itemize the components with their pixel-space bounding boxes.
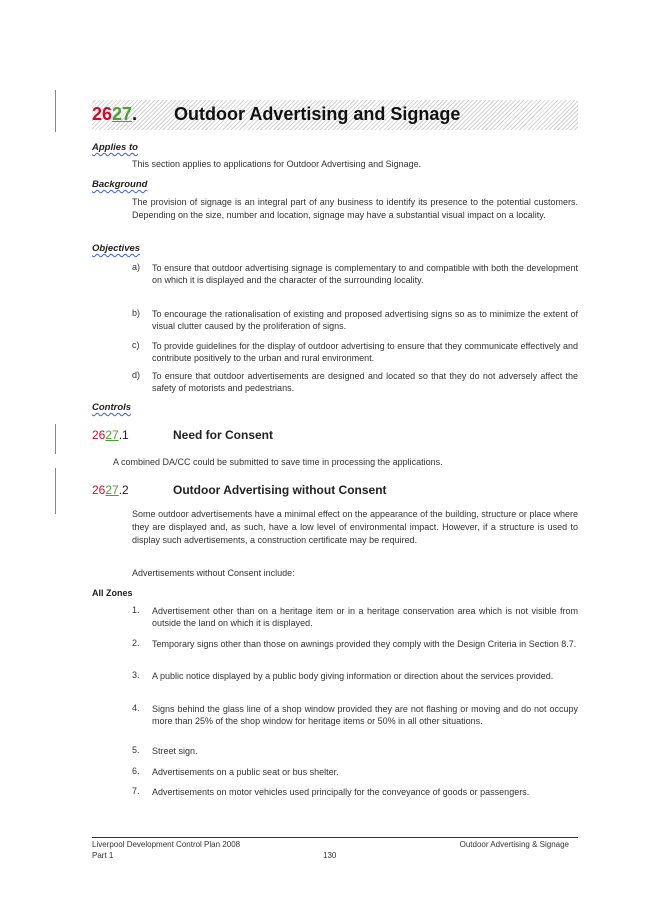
list-number: 1.	[132, 605, 140, 615]
footer-section-title: Outdoor Advertising & Signage	[459, 840, 569, 849]
section-title-text: Outdoor Advertising and Signage	[174, 104, 461, 124]
objective-label: b)	[132, 308, 141, 318]
list-number: 4.	[132, 703, 140, 713]
subsection-text: A combined DA/CC could be submitted to save time in processing the applications.	[113, 457, 443, 467]
background-text: The provision of signage is an integral part of any business to identify its presence to the potential customers. Depending on the size, number and location, signage may have a substantial visual impact on a locality.	[132, 197, 578, 220]
list-item: Advertisements on a public seat or bus shelter.	[152, 767, 339, 777]
subsection-number: 2627.1	[92, 428, 129, 442]
objective-item: To encourage the rationalisation of existing and proposed advertising signs so as to minimize the extent of visual clutter caused by the proliferation of signs.	[152, 309, 578, 332]
list-number: 2.	[132, 638, 140, 648]
objective-label: c)	[132, 340, 140, 350]
list-item: Temporary signs other than those on awnings provided they comply with the Design Criteria in Section 8.7.	[152, 639, 577, 649]
page-number: 130	[323, 851, 337, 860]
list-item: Street sign.	[152, 746, 198, 756]
subsection-number: 2627.2	[92, 483, 129, 497]
list-number: 5.	[132, 745, 140, 755]
list-item: Signs behind the glass line of a shop window provided they are not flashing or moving and do not occupy more than 25% of the shop window for heritage items or 50% in all other situations.	[152, 704, 578, 727]
list-item: Advertisement other than on a heritage item or in a heritage conservation area which is not visible from outside the land on which it is displayed.	[152, 606, 578, 629]
background-heading: Background	[92, 179, 148, 190]
footer-document-title: Liverpool Development Control Plan 2008	[92, 840, 241, 849]
subsection-intro: Advertisements without Consent include:	[132, 568, 295, 578]
objective-item: To ensure that outdoor advertising signage is complementary to and compatible with both the development on which it is displayed and the character of the surrounding locality.	[152, 263, 578, 286]
section-title	[92, 104, 460, 125]
list-item: A public notice displayed by a public body giving information or direction about the services provided.	[152, 671, 554, 681]
footer-part: Part 1	[92, 851, 114, 860]
section-number: 2627.	[92, 104, 138, 124]
objective-item: To provide guidelines for the display of outdoor advertising to ensure that they communicate effectively and contribute positively to the urban and rural environment.	[152, 341, 578, 364]
objectives-heading: Objectives	[92, 243, 141, 254]
list-number: 3.	[132, 670, 140, 680]
objective-item: To ensure that outdoor advertisements are designed and located so that they do not adversely affect the safety of motorists and pedestrians.	[152, 371, 578, 394]
subsection-text: Some outdoor advertisements have a minimal effect on the appearance of the building, structure or place where they are displayed and, as such, have a low level of environmental impact. However, if a structure is used to display such advertisements, a construction certificate may be required.	[132, 509, 578, 545]
applies-to-heading: Applies to	[92, 142, 138, 153]
applies-to-text: This section applies to applications for Outdoor Advertising and Signage.	[132, 159, 422, 169]
change-bar	[55, 424, 56, 454]
objective-label: a)	[132, 262, 141, 272]
controls-heading: Controls	[92, 402, 132, 413]
list-number: 7.	[132, 786, 140, 796]
list-number: 6.	[132, 766, 140, 776]
subsection-title: Outdoor Advertising without Consent	[173, 483, 387, 497]
list-item: Advertisements on motor vehicles used principally for the conveyance of goods or passengers.	[152, 787, 530, 797]
subsection-title: Need for Consent	[173, 428, 274, 442]
change-bar	[55, 468, 56, 514]
all-zones-heading: All Zones	[92, 588, 133, 598]
objective-label: d)	[132, 370, 141, 380]
change-bar	[55, 90, 56, 132]
footer-divider	[92, 837, 578, 838]
